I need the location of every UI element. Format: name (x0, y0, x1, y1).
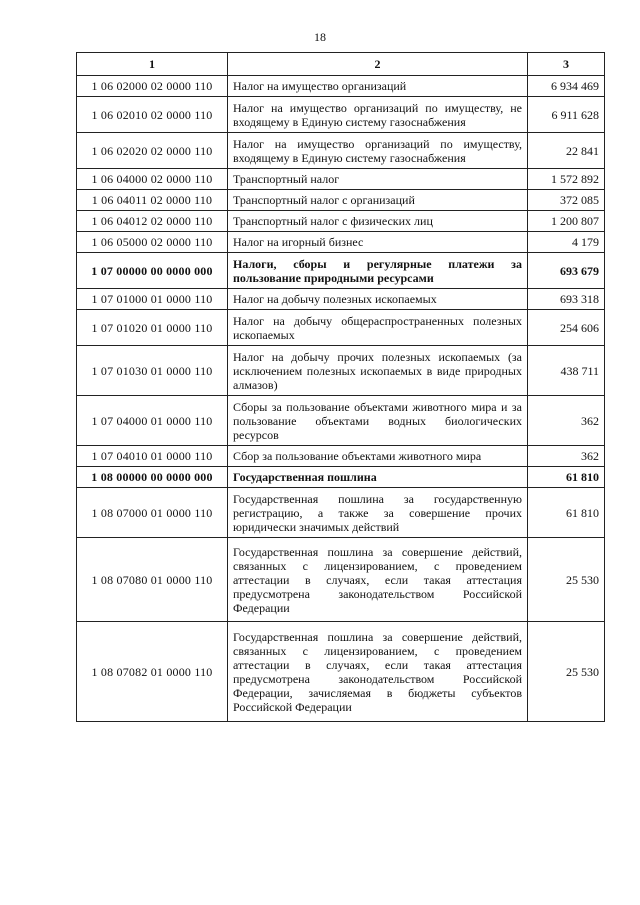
budget-revenue-table (76, 52, 605, 722)
table-row (77, 467, 605, 488)
table-row (77, 310, 605, 346)
table-row (77, 446, 605, 467)
row-name: Сбор за пользование объектами животного мира (228, 446, 528, 467)
row-name: Транспортный налог с физических лиц (228, 211, 528, 232)
table-row (77, 289, 605, 310)
row-name: Налог на имущество организаций по имуществу, входящему в Единую систему газоснабжения (228, 133, 528, 169)
row-code: 1 06 05000 02 0000 110 (77, 232, 228, 253)
row-code: 1 06 02000 02 0000 110 (77, 76, 228, 97)
row-amount: 254 606 (528, 310, 605, 346)
row-amount: 1 572 892 (528, 169, 605, 190)
row-name: Транспортный налог с организаций (228, 190, 528, 211)
row-code: 1 07 04010 01 0000 110 (77, 446, 228, 467)
row-code: 1 08 00000 00 0000 000 (77, 467, 228, 488)
row-amount: 693 679 (528, 253, 605, 289)
row-name: Налог на добычу прочих полезных ископаемых (за исключением полезных ископаемых в виде природных алмазов) (228, 346, 528, 396)
row-code: 1 08 07080 01 0000 110 (77, 538, 228, 622)
row-amount: 61 810 (528, 467, 605, 488)
row-name: Государственная пошлина за совершение действий, связанных с лицензированием, с проведением аттестации в случаях, если такая аттестация предусмотрена законодательством Российской Федерации, зачисляемая в бюджеты субъектов Российской Федерации (228, 622, 528, 722)
row-amount: 362 (528, 396, 605, 446)
row-amount: 22 841 (528, 133, 605, 169)
table-row (77, 169, 605, 190)
row-name: Налоги, сборы и регулярные платежи за пользование природными ресурсами (228, 253, 528, 289)
column-header-name: 2 (228, 53, 528, 76)
row-amount: 6 911 628 (528, 97, 605, 133)
row-name: Налог на имущество организаций по имуществу, не входящему в Единую систему газоснабжения (228, 97, 528, 133)
row-code: 1 06 04012 02 0000 110 (77, 211, 228, 232)
row-name: Налог на игорный бизнес (228, 232, 528, 253)
row-code: 1 07 04000 01 0000 110 (77, 396, 228, 446)
row-amount: 61 810 (528, 488, 605, 538)
table-row (77, 190, 605, 211)
row-code: 1 08 07000 01 0000 110 (77, 488, 228, 538)
column-header-amount: 3 (528, 53, 605, 76)
page-number: 18 (314, 30, 326, 44)
row-name: Государственная пошлина (228, 467, 528, 488)
row-amount: 25 530 (528, 622, 605, 722)
table-row (77, 133, 605, 169)
row-code: 1 07 00000 00 0000 000 (77, 253, 228, 289)
table-row (77, 97, 605, 133)
row-amount: 438 711 (528, 346, 605, 396)
row-name: Государственная пошлина за государственную регистрацию, а также за совершение прочих юридически значимых действий (228, 488, 528, 538)
row-name: Налог на добычу полезных ископаемых (228, 289, 528, 310)
row-code: 1 06 04011 02 0000 110 (77, 190, 228, 211)
table-row (77, 346, 605, 396)
row-code: 1 06 04000 02 0000 110 (77, 169, 228, 190)
row-amount: 6 934 469 (528, 76, 605, 97)
row-name: Сборы за пользование объектами животного мира и за пользование объектами водных биологических ресурсов (228, 396, 528, 446)
row-amount: 693 318 (528, 289, 605, 310)
row-amount: 362 (528, 446, 605, 467)
row-amount: 25 530 (528, 538, 605, 622)
row-code: 1 06 02010 02 0000 110 (77, 97, 228, 133)
table-row (77, 232, 605, 253)
row-code: 1 07 01020 01 0000 110 (77, 310, 228, 346)
row-name: Налог на имущество организаций (228, 76, 528, 97)
table-row (77, 76, 605, 97)
row-name: Налог на добычу общераспространенных полезных ископаемых (228, 310, 528, 346)
row-code: 1 08 07082 01 0000 110 (77, 622, 228, 722)
row-code: 1 07 01000 01 0000 110 (77, 289, 228, 310)
row-amount: 372 085 (528, 190, 605, 211)
row-code: 1 07 01030 01 0000 110 (77, 346, 228, 396)
table-row (77, 488, 605, 538)
row-code: 1 06 02020 02 0000 110 (77, 133, 228, 169)
table-row (77, 211, 605, 232)
row-name: Транспортный налог (228, 169, 528, 190)
table-row (77, 253, 605, 289)
table-header-row (77, 53, 605, 76)
row-amount: 1 200 807 (528, 211, 605, 232)
table-row (77, 622, 605, 722)
row-name: Государственная пошлина за совершение действий, связанных с лицензированием, с проведением аттестации в случаях, если такая аттестация предусмотрена законодательством Российской Федерации (228, 538, 528, 622)
table-row (77, 538, 605, 622)
row-amount: 4 179 (528, 232, 605, 253)
table-row (77, 396, 605, 446)
column-header-code: 1 (77, 53, 228, 76)
